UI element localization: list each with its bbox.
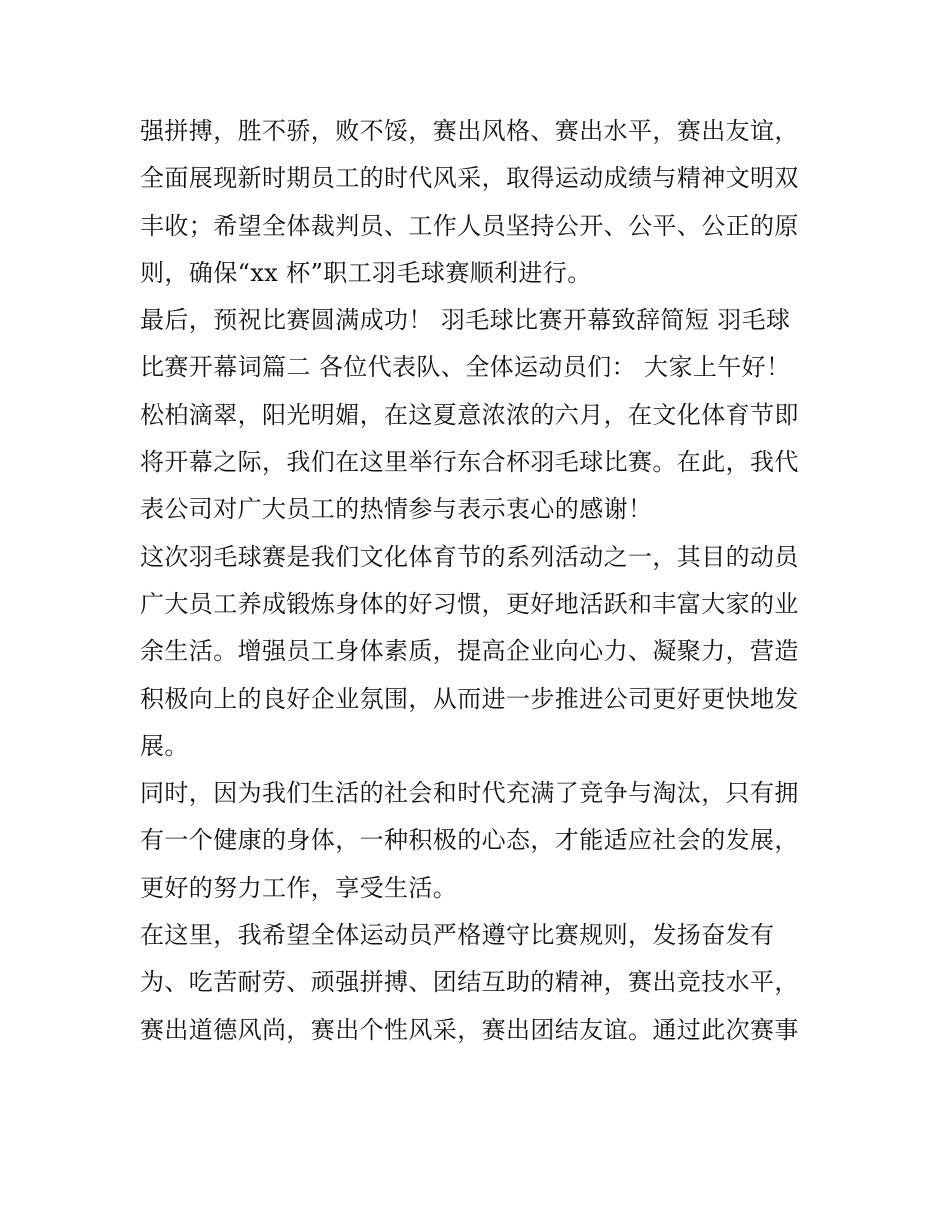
text-line: 表公司对广大员工的热情参与表示衷心的感谢！: [140, 495, 653, 524]
text-line: 将开幕之际，我们在这里举行东合杯羽毛球比赛。在此，我代: [140, 448, 799, 477]
text-line: 为、吃苦耐劳、顽强拼搏、团结互助的精神，赛出竞技水平，: [140, 968, 799, 997]
text-line: 积极向上的良好企业氛围，从而进一步推进公司更好更快地发: [140, 684, 799, 713]
text-line: 强拼搏，胜不骄，败不馁，赛出风格、赛出水平，赛出友谊，: [140, 117, 799, 145]
document-body: [140, 108, 820, 1054]
text-line: 余生活。增强员工身体素质，提高企业向心力、凝聚力，营造: [140, 637, 799, 666]
text-line: 最后，预祝比赛圆满成功！ 羽毛球比赛开幕致辞简短 羽毛球: [140, 306, 791, 335]
text-line: 全面展现新时期员工的时代风采，取得运动成绩与精神文明双: [140, 164, 799, 193]
text-line: 更好的努力工作，享受生活。: [140, 873, 458, 902]
text-line: 比赛开幕词篇二 各位代表队、全体运动员们： 大家上午好！: [140, 353, 791, 382]
text-line: 有一个健康的身体，一种积极的心态，才能适应社会的发展，: [140, 826, 799, 855]
text-line: 丰收；希望全体裁判员、工作人员坚持公开、公平、公正的原: [140, 211, 799, 240]
text-line: 松柏滴翠，阳光明媚，在这夏意浓浓的六月，在文化体育节即: [140, 400, 799, 429]
text-line: 赛出道德风尚，赛出个性风采，赛出团结友谊。通过此次赛事: [140, 1015, 799, 1044]
text-line: 则，确保“xx 杯”职工羽毛球赛顺利进行。: [140, 258, 592, 287]
text-line: 在这里，我希望全体运动员严格遵守比赛规则，发扬奋发有: [140, 921, 775, 950]
text-line: 广大员工养成锻炼身体的好习惯，更好地活跃和丰富大家的业: [140, 589, 799, 618]
text-line: 展。: [140, 731, 189, 760]
text-line: 同时，因为我们生活的社会和时代充满了竞争与淘汰，只有拥: [140, 779, 799, 808]
text-line: 这次羽毛球赛是我们文化体育节的系列活动之一，其目的动员: [140, 542, 799, 571]
